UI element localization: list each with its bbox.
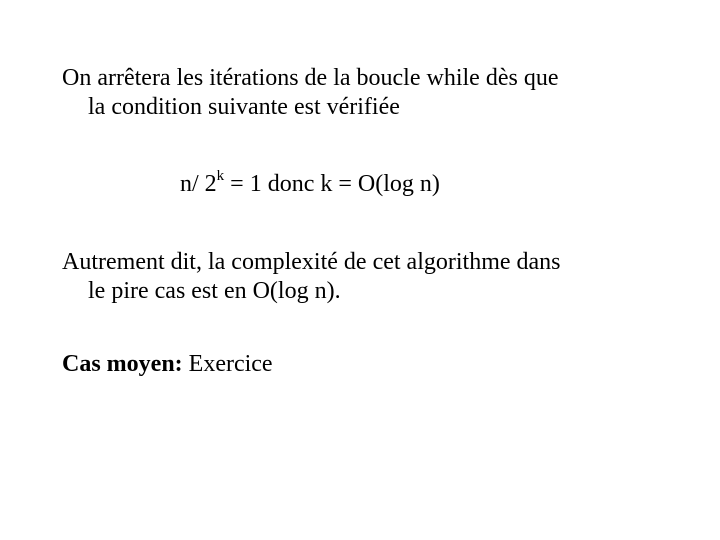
formula [180, 170, 440, 199]
formula-exponent: k [216, 168, 225, 184]
average-case-text: Exercice [182, 351, 273, 377]
paragraph-loop-condition [62, 64, 662, 122]
formula-prefix: n/ 2 [180, 171, 217, 197]
paragraph-average-case [62, 350, 662, 379]
paragraph-line: le pire cas est en O(log n). [88, 278, 341, 304]
paragraph-complexity [62, 248, 662, 306]
average-case-label: Cas moyen: [62, 351, 183, 377]
formula-suffix: = 1 donc k = O(log n) [224, 171, 440, 197]
paragraph-line: On arrêtera les itérations de la boucle while dès que [62, 65, 559, 91]
paragraph-line: Autrement dit, la complexité de cet algorithme dans [62, 249, 561, 275]
paragraph-line: la condition suivante est vérifiée [88, 94, 400, 120]
